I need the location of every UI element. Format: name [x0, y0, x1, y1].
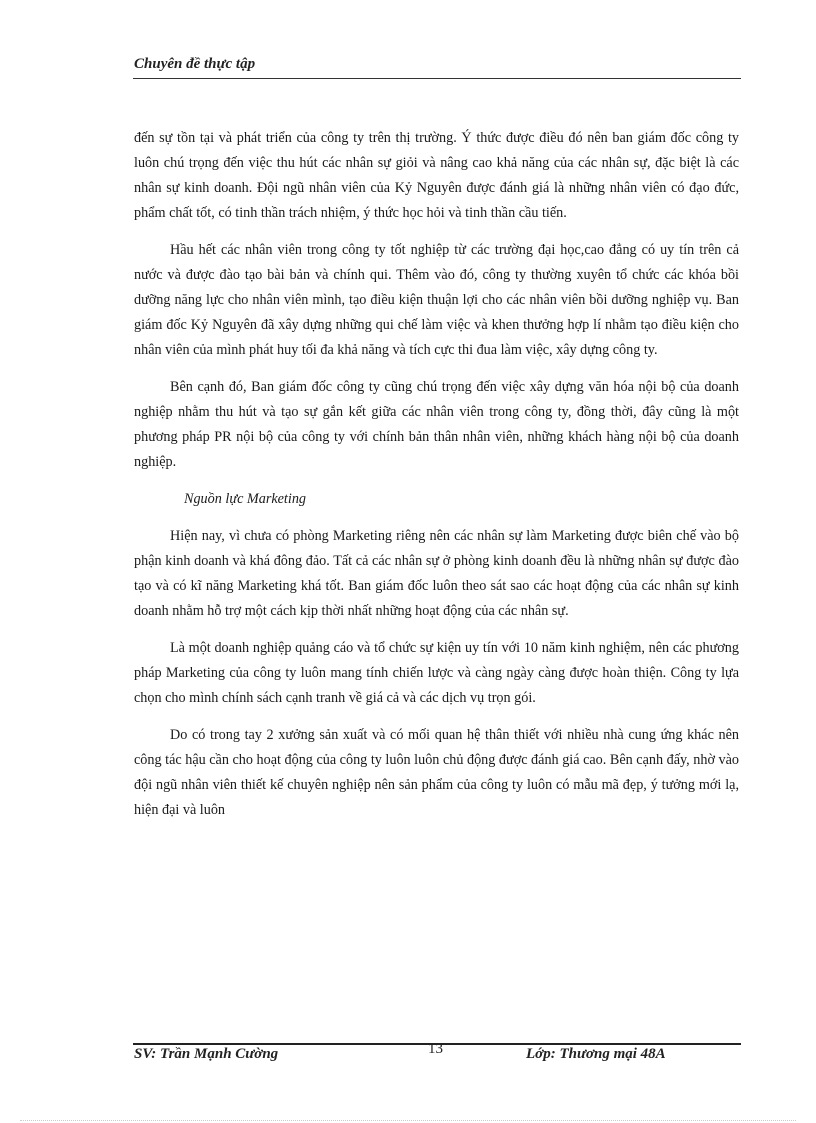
footer-class-label: Lớp: Thương mại 48A — [526, 1046, 666, 1062]
body-text — [134, 126, 739, 835]
paragraph-3: Bên cạnh đó, Ban giám đốc công ty cũng chú trọng đến việc xây dựng văn hóa nội bộ của doanh nghiệp nhằm thu hút và tạo sự gắn kết giữa các nhân viên trong công ty, đồng thời, đây cũng là một phương pháp PR nội bộ của công ty với chính bản thân nhân viên, những khách hàng nội bộ của doanh nghiệp. — [134, 379, 739, 470]
header-title: Chuyên đề thực tập — [134, 56, 256, 72]
page-number: 13 — [428, 1041, 443, 1057]
section-subheading: Nguồn lực Marketing — [184, 491, 307, 507]
paragraph-2: Hầu hết các nhân viên trong công ty tốt nghiệp từ các trường đại học,cao đẳng có uy tín trên cả nước và được đào tạo bài bản và chính qui. Thêm vào đó, công ty thường xuyên tổ chức các khóa bồi dưỡng năng lực cho nhân viên mình, tạo điều kiện thuận lợi cho các nhân viên bồi dưỡng nghiệp vụ. Ban giám đốc Kỷ Nguyên đã xây dựng những qui chế làm việc và khen thưởng hợp lí nhằm tạo điều kiện cho nhân viên của mình phát huy tối đa khả năng và tích cực thi đua làm việc, xây dựng công ty. — [134, 242, 739, 358]
page-bottom-edge — [20, 1120, 796, 1121]
paragraph-1: đến sự tồn tại và phát triển của công ty trên thị trường. Ý thức được điều đó nên ban giám đốc công ty luôn chú trọng đến việc thu hút các nhân sự giỏi và nâng cao khả năng của các nhân sự, đặc biệt là các nhân sự kinh doanh. Đội ngũ nhân viên của Kỷ Nguyên được đánh giá là những nhân viên có đạo đức, phẩm chất tốt, có tinh thần trách nhiệm, ý thức học hỏi và tinh thần cầu tiến. — [134, 130, 739, 221]
paragraph-5: Là một doanh nghiệp quảng cáo và tổ chức sự kiện uy tín với 10 năm kinh nghiệm, nên các phương pháp Marketing của công ty luôn mang tính chiến lược và càng ngày càng được hoàn thiện. Công ty lựa chọn cho mình chính sách cạnh tranh về giá cả và các dịch vụ trọn gói. — [134, 640, 739, 706]
paragraph-4: Hiện nay, vì chưa có phòng Marketing riêng nên các nhân sự làm Marketing được biên chế vào bộ phận kinh doanh và khá đông đảo. Tất cả các nhân sự ở phòng kinh doanh đều là những nhân sự được đào tạo và có kĩ năng Marketing khá tốt. Ban giám đốc luôn theo sát sao các hoạt động của các nhân sự kinh doanh nhằm hỗ trợ một cách kịp thời nhất những hoạt động của các nhân sự. — [134, 528, 739, 619]
footer-student-name: SV: Trần Mạnh Cường — [134, 1046, 279, 1062]
paragraph-6: Do có trong tay 2 xưởng sản xuất và có mối quan hệ thân thiết với nhiều nhà cung ứng khác nên công tác hậu cần cho hoạt động của công ty luôn luôn chủ động được đánh giá cao. Bên cạnh đấy, nhờ vào đội ngũ nhân viên thiết kế chuyên nghiệp nên sản phẩm của công ty luôn có mẫu mã đẹp, ý tưởng mới lạ, hiện đại và luôn — [134, 727, 739, 818]
header-rule — [133, 78, 741, 79]
